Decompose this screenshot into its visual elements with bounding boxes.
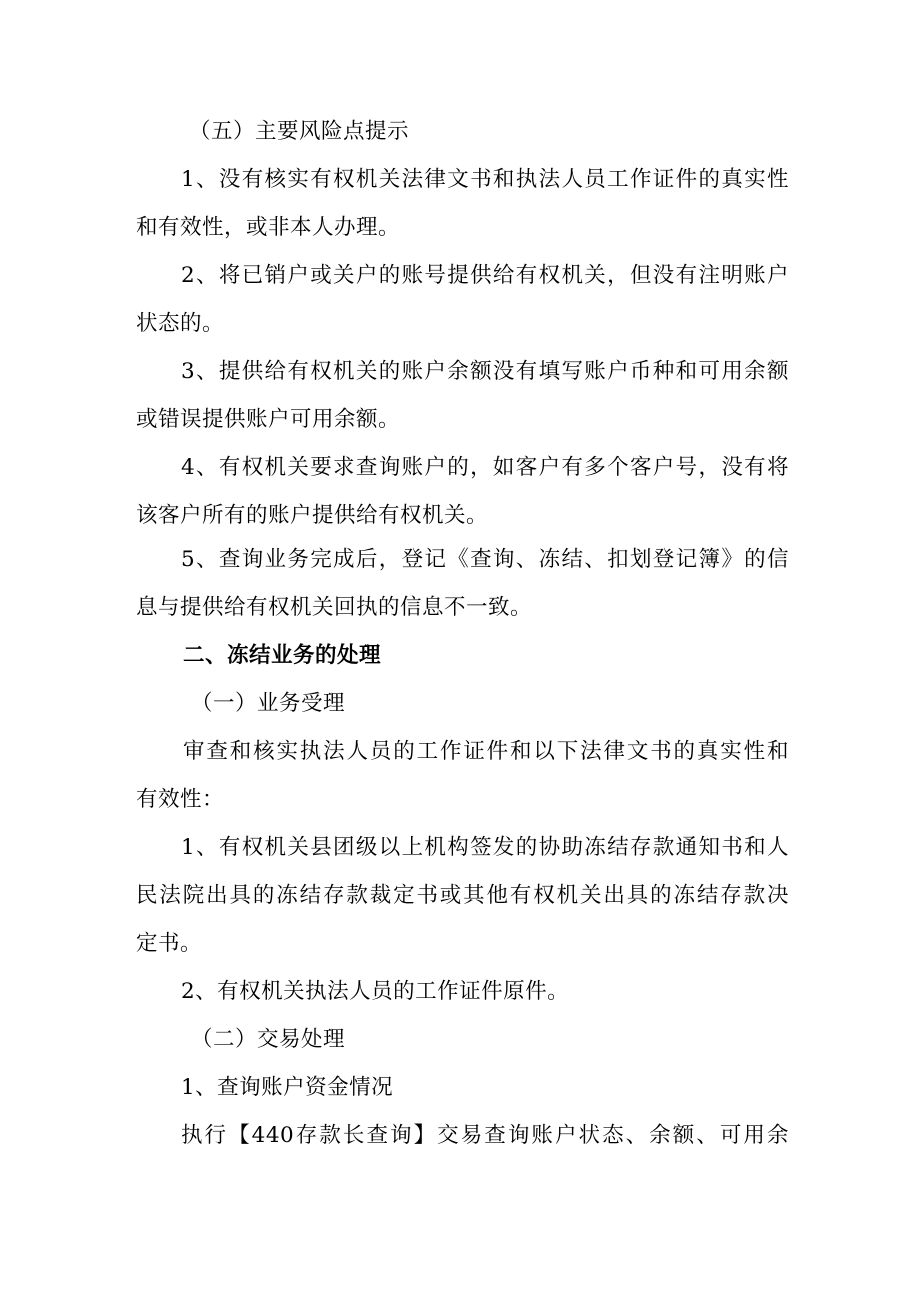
paragraph-line: 1、有权机关县团级以上机构签发的协助冻结存款通知书和人 [181,835,789,860]
paragraph-line: 2、有权机关执法人员的工作证件原件。 [181,979,570,1004]
paragraph-line: 定书。 [136,931,203,956]
paragraph-line: 5、查询业务完成后，登记《查询、冻结、扣划登记簿》的信 [181,547,789,572]
subsection-heading-acceptance: （一）业务受理 [191,691,346,716]
paragraph-line: 有效性： [136,787,225,812]
section-heading-risk-points: （五）主要风险点提示 [189,119,410,144]
paragraph-line: 或错误提供账户可用余额。 [136,407,401,432]
paragraph-line: 2、将已销户或关户的账号提供给有权机关，但没有注明账户 [181,263,789,288]
paragraph-line: 状态的。 [136,311,225,336]
paragraph-line: 审查和核实执法人员的工作证件和以下法律文书的真实性和 [183,739,789,764]
paragraph-line: 息与提供给有权机关回执的信息不一致。 [136,595,533,620]
paragraph-line: 该客户所有的账户提供给有权机关。 [136,503,489,528]
paragraph-line: 1、没有核实有权机关法律文书和执法人员工作证件的真实性 [181,167,789,192]
paragraph-line: 民法院出具的冻结存款裁定书或其他有权机关出具的冻结存款决 [136,883,789,908]
subsection-heading-transaction: （二）交易处理 [191,1027,346,1052]
paragraph-line: 和有效性，或非本人办理。 [136,215,401,240]
paragraph-line: 1、查询账户资金情况 [181,1075,394,1100]
paragraph-line: 执行【440存款长查询】交易查询账户状态、余额、可用余 [181,1123,789,1148]
paragraph-line: 4、有权机关要求查询账户的，如客户有多个客户号，没有将 [181,455,789,480]
section-heading-freeze: 二、冻结业务的处理 [183,643,382,668]
paragraph-line: 3、提供给有权机关的账户余额没有填写账户币种和可用余额 [181,359,789,384]
